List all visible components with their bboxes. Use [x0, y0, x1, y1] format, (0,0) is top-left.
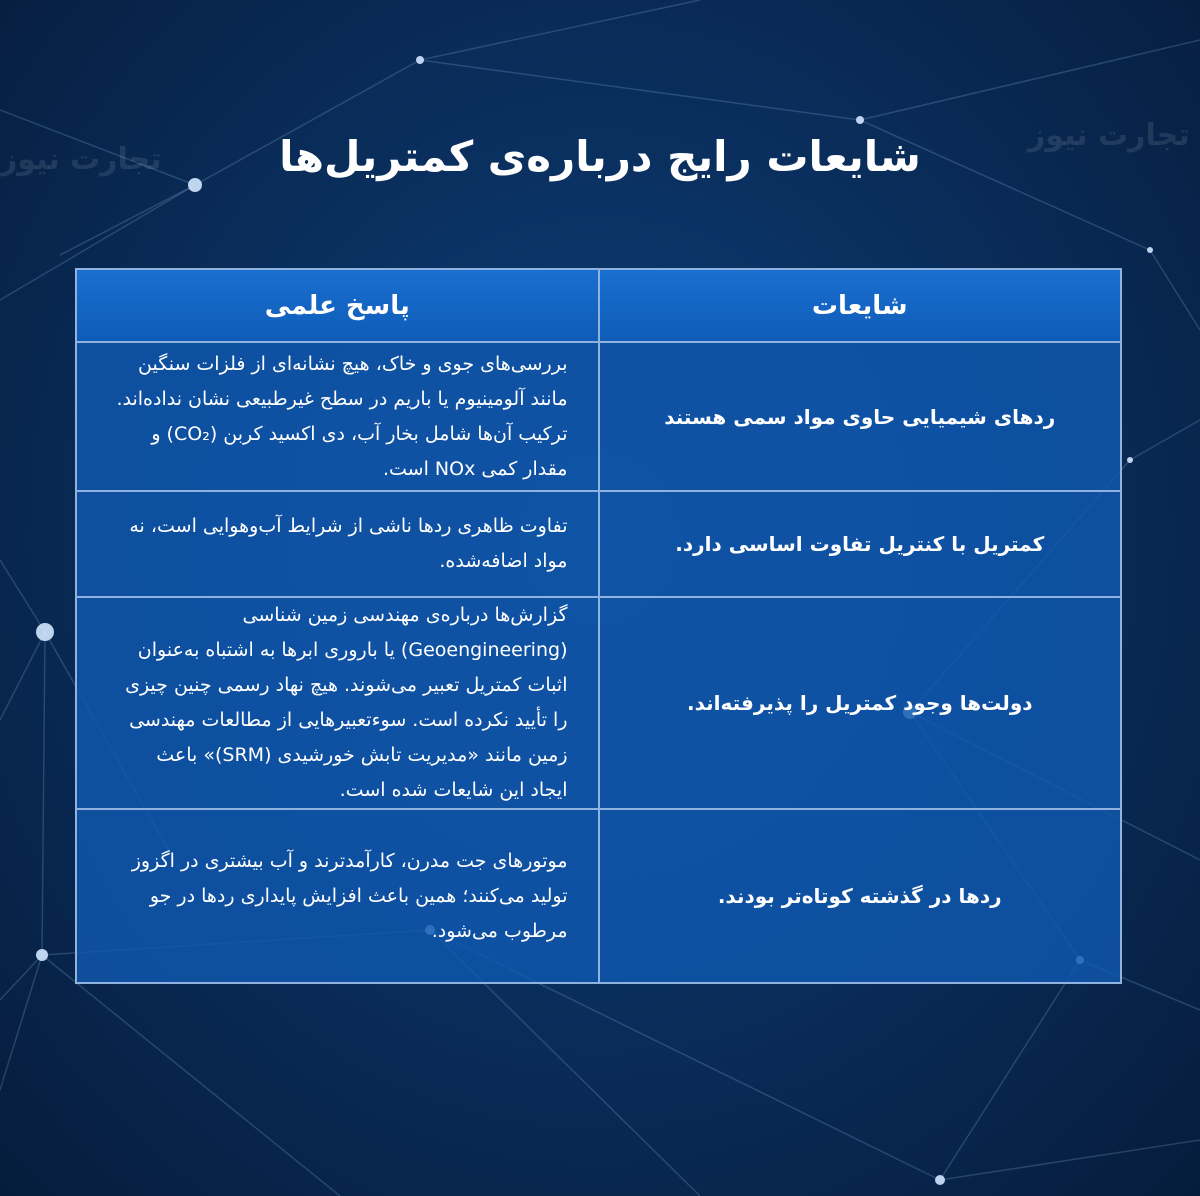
answer-cell: بررسی‌های جوی و خاک، هیچ نشانه‌ای از فلزات سنگین مانند آلومینیوم یا باریم در سطح غیرطبیعی نشان نداده‌اند. ترکیب آن‌ها شامل بخار آب، دی اکسید کربن (CO₂) و مقدار کمی NOx است. [76, 342, 599, 491]
myth-cell: ردها در گذشته کوتاه‌تر بودند. [599, 809, 1122, 983]
table-header-row [76, 269, 1121, 342]
watermark-right: تجارت نیوز [1028, 118, 1190, 153]
answer-cell: تفاوت ظاهری ردها ناشی از شرایط آب‌وهوایی است، نه مواد اضافه‌شده. [76, 491, 599, 597]
page-title: شایعات رایج درباره‌ی کمتریل‌ها [279, 132, 921, 181]
answer-cell: موتورهای جت مدرن، کارآمدترند و آب بیشتری در اگزوز تولید می‌کنند؛ همین باعث افزایش پایداری ردها در جو مرطوب می‌شود. [76, 809, 599, 983]
table-row [76, 809, 1121, 983]
myths-table-container [75, 268, 1122, 970]
header-myth: شایعات [599, 269, 1122, 342]
myth-cell: ردهای شیمیایی حاوی مواد سمی هستند [599, 342, 1122, 491]
table-row [76, 342, 1121, 491]
myths-table [75, 268, 1122, 984]
myth-cell: دولت‌ها وجود کمتریل را پذیرفته‌اند. [599, 597, 1122, 809]
header-answer: پاسخ علمی [76, 269, 599, 342]
myth-cell: کمتریل با کنتریل تفاوت اساسی دارد. [599, 491, 1122, 597]
watermark-left: تجارت نیوز [0, 142, 162, 177]
table-row [76, 491, 1121, 597]
table-row [76, 597, 1121, 809]
answer-cell: گزارش‌ها درباره‌ی مهندسی زمین شناسی (Geoengineering) یا باروری ابرها به اشتباه به‌عنوان اثبات کمتریل تعبیر می‌شوند. هیچ نهاد رسمی چنین چیزی را تأیید نکرده است. سوءتعبیرهایی از مطالعات مهندسی زمین مانند «مدیریت تابش خورشیدی (SRM)» باعث ایجاد این شایعات شده است. [76, 597, 599, 809]
